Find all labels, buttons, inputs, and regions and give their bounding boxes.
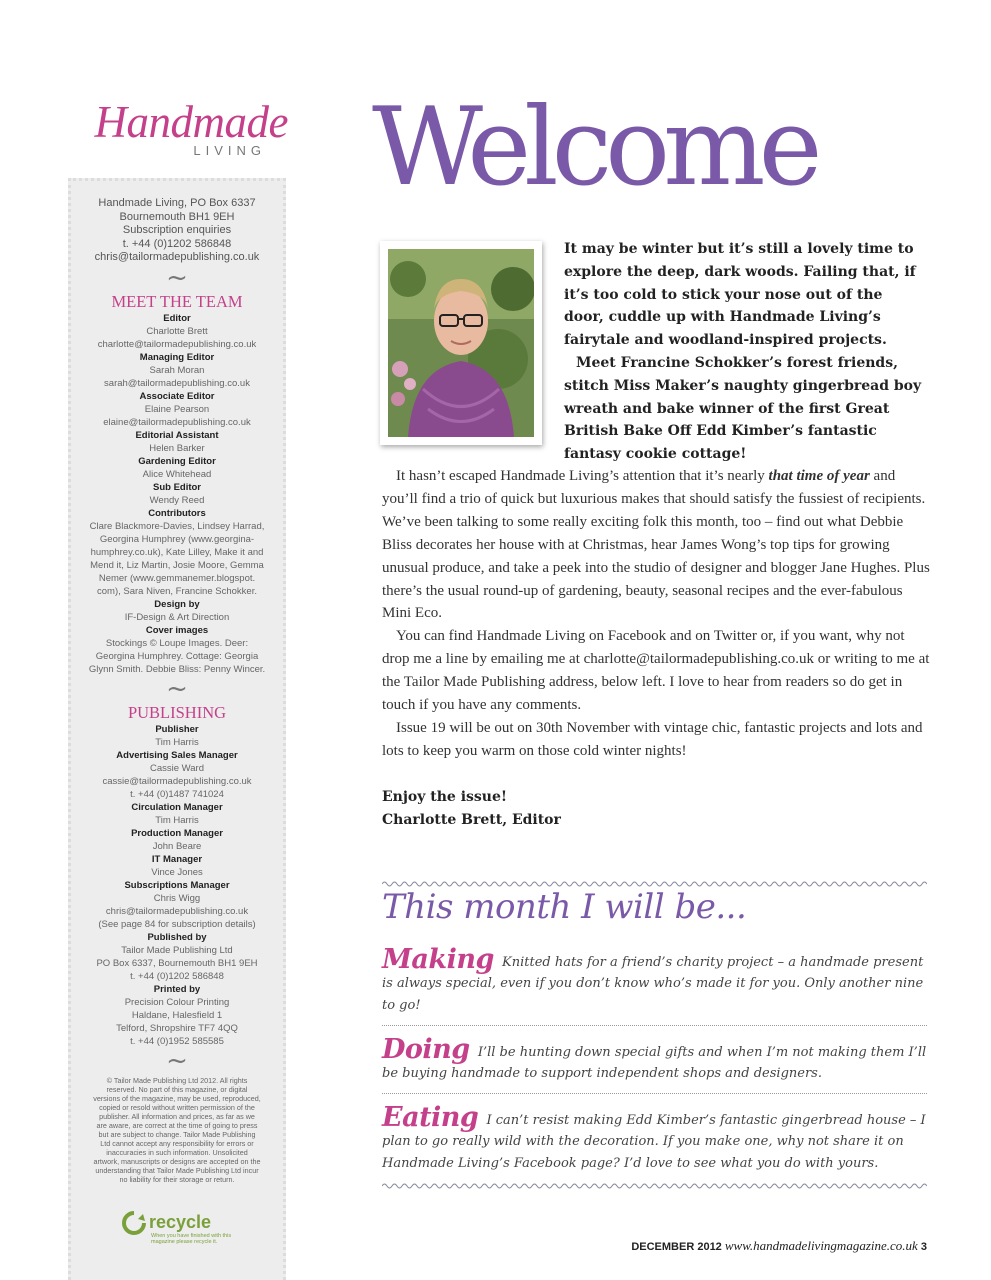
recycle-note: When you have finished with this magazine please recycle it. bbox=[151, 1232, 232, 1246]
publishing-role: Advertising Sales Manager bbox=[116, 749, 238, 761]
recycle-badge bbox=[79, 1210, 275, 1246]
intro-paragraph-1: It may be winter but it’s still a lovely time to explore the deep, dark woods. Failing that, if it’s too cold to stick your nose out of the door, cuddle up with Handmade Living’s fairytale and woodland-inspired projects. bbox=[564, 241, 916, 349]
team-value: Sarah Moran sarah@tailormadepublishing.co.uk bbox=[104, 364, 250, 389]
contact-block bbox=[79, 197, 275, 265]
publishing-value: Tailor Made Publishing Ltd PO Box 6337, Bournemouth BH1 9EH t. +44 (0)1202 586848 bbox=[96, 944, 258, 982]
team-role: Associate Editor bbox=[139, 390, 215, 402]
masthead-sidebar bbox=[68, 178, 286, 1280]
intro-paragraph-2: Meet Francine Schokker’s forest friends, stitch Miss Maker’s naughty gingerbread boy wreath and bake winner of the first Great British Bake Off Edd Kimber’s fantastic fantasy cookie cottage! bbox=[564, 354, 922, 463]
team-list bbox=[79, 312, 275, 676]
publishing-entry bbox=[79, 827, 275, 853]
team-value: Alice Whitehead bbox=[142, 468, 212, 480]
publishing-value: Cassie Ward cassie@tailormadepublishing.co.uk t. +44 (0)1487 741024 bbox=[102, 762, 252, 800]
publishing-value: Chris Wigg chris@tailormadepublishing.co.uk (See page 84 for subscription details) bbox=[98, 892, 256, 930]
dotted-separator bbox=[382, 1025, 927, 1026]
publishing-role: Publisher bbox=[155, 723, 199, 735]
contact-address-line2: Bournemouth BH1 9EH bbox=[119, 210, 235, 223]
publishing-entry bbox=[79, 879, 275, 931]
contact-address-line1: Handmade Living, PO Box 6337 bbox=[98, 197, 256, 209]
team-entry bbox=[79, 312, 275, 351]
page-footer bbox=[631, 1238, 927, 1254]
publishing-entry bbox=[79, 853, 275, 879]
publishing-entry bbox=[79, 749, 275, 801]
recycle-icon bbox=[121, 1210, 147, 1236]
team-value: Charlotte Brett charlotte@tailormadepublishing.co.uk bbox=[97, 325, 257, 350]
tilde-divider: ~ bbox=[166, 1045, 188, 1076]
team-role: Design by bbox=[154, 598, 200, 610]
team-entry bbox=[79, 455, 275, 481]
legal-notice: © Tailor Made Publishing Ltd 2012. All rights reserved. No part of this magazine, or digital versions of the magazine, may be used, reproduced, copied or resold without written permission of the publisher. All information and prices, as far as we are aware, are correct at the time of going to press but are subject to change. Tailor Made Publishing Ltd cannot accept any responsibility for errors or inaccuracies in such information. Unsolicited artwork, manuscripts or designs are accepted on the understanding that Tailor Made Publishing Ltd incur no liability for their storage or return. bbox=[93, 1075, 261, 1184]
footer-issue-date: DECEMBER 2012 bbox=[631, 1241, 722, 1253]
activity-label-making: Making bbox=[382, 944, 494, 975]
activity-label-doing: Doing bbox=[382, 1034, 470, 1065]
team-role: Cover images bbox=[145, 624, 209, 636]
editorial-body bbox=[382, 465, 930, 763]
publishing-role: Circulation Manager bbox=[131, 801, 223, 813]
team-value: Stockings © Loupe Images. Deer: Georgina Humphrey. Cottage: Georgia Glynn Smith. Debbie Bliss: Penny Wincer. bbox=[88, 637, 266, 675]
logo-title: Handmade bbox=[94, 97, 288, 147]
publishing-role: IT Manager bbox=[151, 853, 203, 865]
team-role: Editor bbox=[163, 312, 191, 324]
contact-email[interactable]: chris@tailormadepublishing.co.uk bbox=[94, 251, 260, 264]
logo-subtitle: LIVING bbox=[193, 143, 266, 158]
body-paragraph-1 bbox=[382, 465, 930, 625]
body-paragraph-2: You can find Handmade Living on Facebook and on Twitter or, if you want, why not drop me a line by emailing me at charlotte@tailormadepublishing.co.uk or writing to me at the Tailor Made Publishing address, below left. I love to hear from readers so do get in touch if you have any comments. bbox=[382, 628, 930, 714]
contact-phone: t. +44 (0)1202 586848 bbox=[122, 237, 232, 250]
team-section-title: MEET THE TEAM bbox=[111, 291, 243, 311]
activity-text-making: Knitted hats for a friend’s charity project – a handmade present is always special, even if you don’t know who’s made it for you. Only another nine to go! bbox=[382, 955, 924, 1013]
team-value: Clare Blackmore-Davies, Lindsey Harrad, Georgina Humphrey (www.georgina- humphrey.co.uk), Kate Lilley, Make it and Mend it, Liz Martin, Josie Moore, Gemma Nemer (www.gemmanemer.blogspot. com), Sara Niven, Francine Schokker. bbox=[89, 520, 265, 597]
tilde-divider: ~ bbox=[166, 673, 188, 704]
month-section-title: This month I will be... bbox=[382, 887, 747, 927]
publishing-list bbox=[79, 723, 275, 1048]
team-role: Editorial Assistant bbox=[135, 429, 219, 441]
footer-page-number: 3 bbox=[920, 1241, 927, 1253]
recycle-word: recycle bbox=[149, 1212, 212, 1233]
dotted-separator bbox=[382, 1093, 927, 1094]
publishing-value: Tim Harris bbox=[155, 736, 199, 748]
body-paragraph-3: Issue 19 will be out on 30th November with vintage chic, fantastic projects and lots and lots to keep you warm on those cold winter nights! bbox=[382, 719, 923, 759]
team-entry bbox=[79, 624, 275, 676]
team-role: Managing Editor bbox=[139, 351, 215, 363]
welcome-heading: Welcome bbox=[372, 85, 816, 210]
publishing-value: Tim Harris bbox=[155, 814, 199, 826]
body-p1-end: and you’ll find a trio of quick but luxurious makes that should satisfy the fussiest of recipients. We’ve been talking to some really exciting folk this month, too – find out what Debbie Bliss decorates her house with at Christmas, hear James Wong’s top tips for growing unusual produce, and take a peek into the studio of designer and blogger Jane Hughes. Plus there’s the usual round-up of gardening, beauty, seasonal recipes and the ever-fabulous Mini Eco. bbox=[382, 468, 930, 622]
publishing-value: John Beare bbox=[152, 840, 202, 852]
team-role: Contributors bbox=[148, 507, 206, 519]
tilde-divider: ~ bbox=[166, 262, 188, 293]
team-value: Elaine Pearson elaine@tailormadepublishing.co.uk bbox=[103, 403, 251, 428]
publishing-section-title: PUBLISHING bbox=[127, 702, 227, 722]
team-entry bbox=[79, 598, 275, 624]
publishing-role: Production Manager bbox=[131, 827, 223, 839]
publishing-entry bbox=[79, 801, 275, 827]
publishing-entry bbox=[79, 723, 275, 749]
publishing-role: Published by bbox=[147, 931, 207, 943]
activity-making bbox=[382, 946, 930, 1016]
wavy-divider-bottom bbox=[382, 1182, 927, 1190]
editor-photo bbox=[380, 241, 542, 445]
team-entry bbox=[79, 390, 275, 429]
editor-portrait-image bbox=[388, 249, 534, 437]
team-role: Sub Editor bbox=[152, 481, 202, 493]
activity-text-doing: I’ll be hunting down special gifts and when I’m not making them I’ll be buying handmade to support independent shops and designers. bbox=[382, 1045, 927, 1082]
team-entry bbox=[79, 507, 275, 598]
activity-text-eating: I can’t resist making Edd Kimber’s fantastic gingerbread house – I plan to go really wild with the decoration. If you make one, why not share it on Handmade Living’s Facebook page? I’d love to see what you do with yours. bbox=[382, 1113, 926, 1171]
signoff-line-1: Enjoy the issue! bbox=[382, 789, 508, 805]
publishing-role: Subscriptions Manager bbox=[124, 879, 230, 891]
team-entry bbox=[79, 481, 275, 507]
body-p1-start: It hasn’t escaped Handmade Living’s attention that it’s nearly bbox=[396, 468, 769, 484]
team-value: Wendy Reed bbox=[149, 494, 205, 506]
publishing-entry bbox=[79, 983, 275, 1048]
publishing-value: Vince Jones bbox=[151, 866, 203, 878]
magazine-logo bbox=[60, 97, 288, 158]
team-entry bbox=[79, 429, 275, 455]
team-value: Helen Barker bbox=[149, 442, 205, 454]
footer-url[interactable]: www.handmadelivingmagazine.co.uk bbox=[724, 1238, 918, 1253]
activity-eating bbox=[382, 1104, 930, 1174]
team-role: Gardening Editor bbox=[138, 455, 216, 467]
signoff-line-2: Charlotte Brett, Editor bbox=[382, 812, 561, 828]
body-p1-emphasis: that time of year bbox=[768, 468, 870, 484]
team-entry bbox=[79, 351, 275, 390]
intro-paragraphs bbox=[564, 238, 924, 466]
publishing-value: Precision Colour Printing Haldane, Halesfield 1 Telford, Shropshire TF7 4QQ t. +44 (0)1952 585585 bbox=[116, 996, 238, 1047]
activity-label-eating: Eating bbox=[382, 1102, 479, 1133]
team-value: IF-Design & Art Direction bbox=[124, 611, 230, 623]
publishing-entry bbox=[79, 931, 275, 983]
contact-subscriptions: Subscription enquiries bbox=[122, 224, 232, 237]
publishing-role: Printed by bbox=[153, 983, 201, 995]
editor-signoff bbox=[382, 786, 561, 832]
activity-doing bbox=[382, 1036, 930, 1085]
